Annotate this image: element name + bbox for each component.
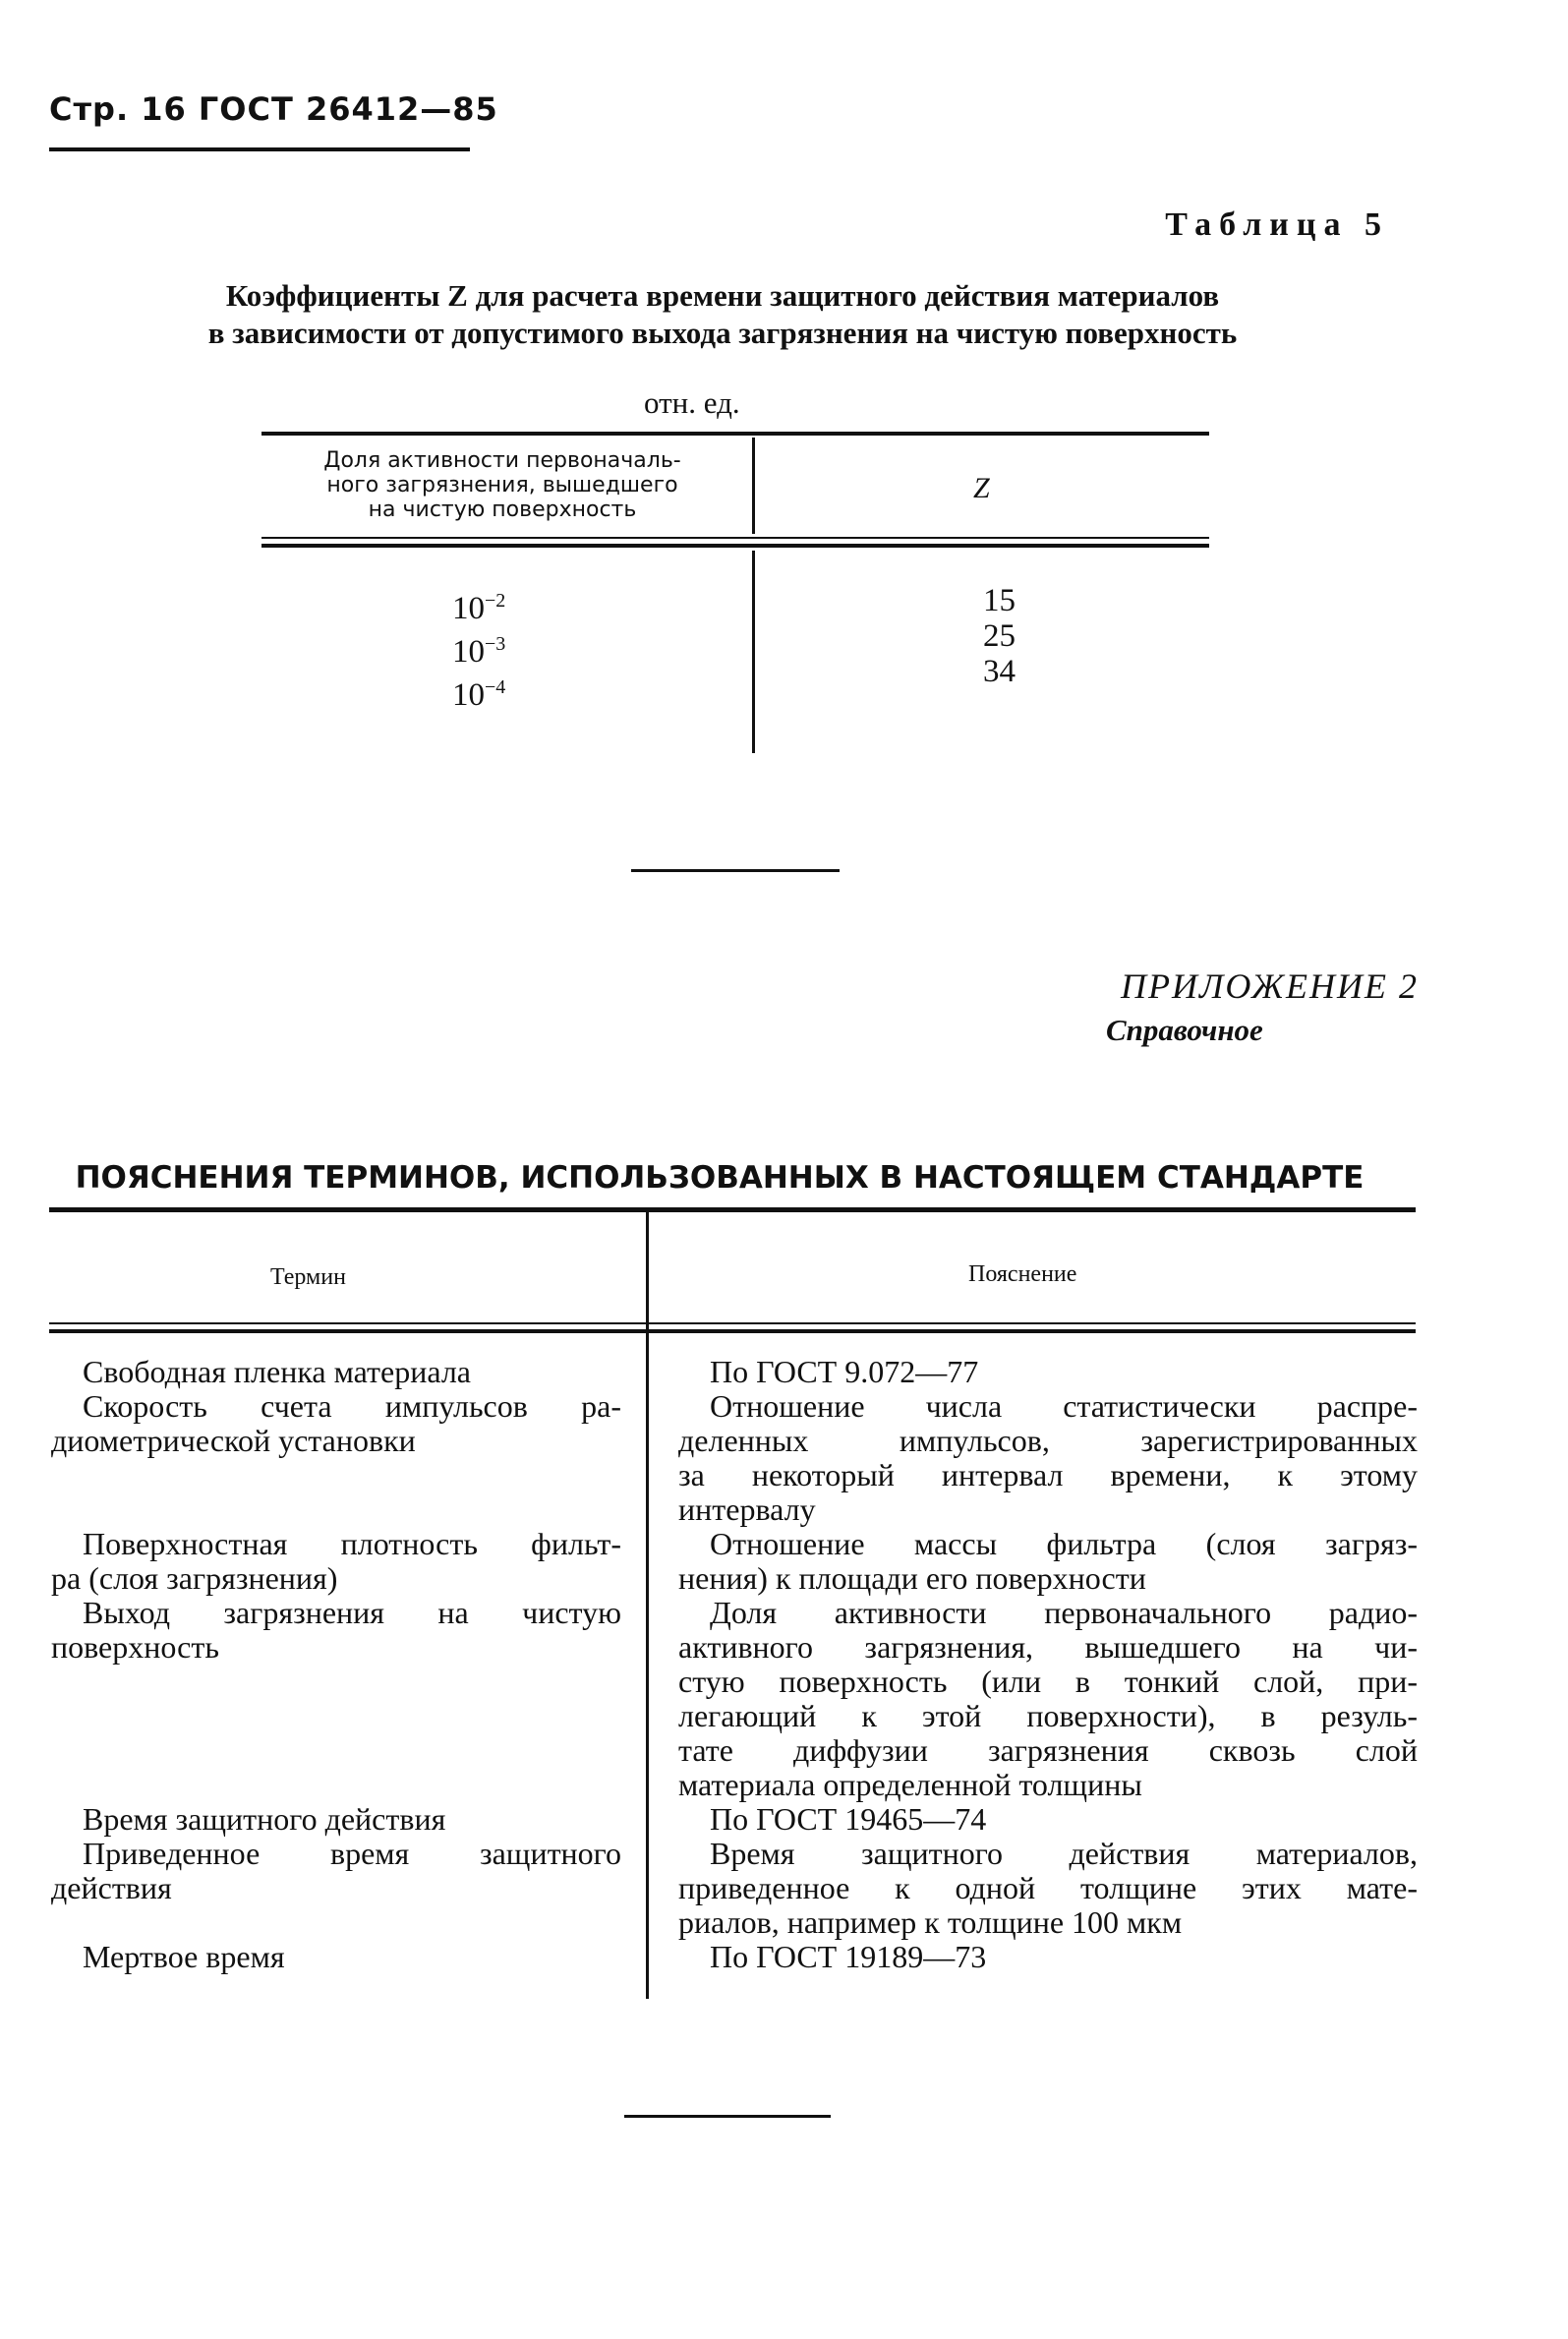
- explanation-line: Доля активности первоначального радио-: [710, 1595, 1418, 1630]
- section-divider: [624, 2115, 831, 2118]
- appendix-title: ПРИЛОЖЕНИЕ 2: [1121, 966, 1419, 1006]
- explanation-line: нения) к площади его поверхности: [678, 1560, 1146, 1596]
- term-line: Свободная пленка материала: [83, 1354, 471, 1389]
- terms-section-title: ПОЯСНЕНИЯ ТЕРМИНОВ, ИСПОЛЬЗОВАННЫХ В НАСТОЯЩЕМ СТАНДАРТЕ: [75, 1160, 1365, 1196]
- section-divider: [631, 869, 840, 872]
- page-header: Стр. 16 ГОСТ 26412—85: [49, 90, 498, 128]
- table-cell-z: 25: [983, 618, 1016, 654]
- explanation-item: [678, 1389, 1418, 1527]
- explanation-line: материала определенной толщины: [678, 1767, 1142, 1802]
- table-header-z: Z: [973, 472, 990, 504]
- table-header-line: Доля активности первоначаль-: [323, 448, 681, 473]
- term-item: [51, 1389, 621, 1458]
- table-header-share: [261, 448, 743, 522]
- terms-rule-header-thin: [49, 1322, 1416, 1324]
- table-rule-header-thick: [261, 544, 1209, 548]
- table-z-column: [983, 583, 1016, 689]
- explanation-item: [678, 1596, 1418, 1802]
- header-rule: [49, 147, 470, 151]
- explanation-line: По ГОСТ 19465—74: [710, 1801, 987, 1837]
- term-line: Поверхностная плотность фильт-: [83, 1526, 621, 1561]
- explanation-line: интервалу: [678, 1491, 816, 1527]
- explanation-line: деленных импульсов, зарегистрированных: [678, 1423, 1418, 1458]
- units-label: отн. ед.: [644, 385, 740, 420]
- explanation-line: активного загрязнения, вышедшего на чи-: [678, 1629, 1418, 1665]
- table-label: Таблица 5: [1165, 206, 1389, 243]
- explanation-item: [678, 1837, 1418, 1940]
- term-line: Мертвое время: [83, 1939, 285, 1974]
- explanation-line: за некоторый интервал времени, к этому: [678, 1457, 1418, 1492]
- table-caption-line1: Коэффициенты Z для расчета времени защитного действия материалов: [225, 278, 1220, 313]
- terms-rule-top: [49, 1207, 1416, 1212]
- explanation-line: Отношение числа статистически распре-: [710, 1388, 1418, 1424]
- table-cell-z: 34: [983, 654, 1016, 689]
- term-line: Выход загрязнения на чистую: [83, 1595, 621, 1630]
- table-cell-share: $10^{-2}$: [452, 590, 506, 626]
- table-share-column: [452, 583, 505, 713]
- table-caption-line2: в зависимости от допустимого выхода загрязнения на чистую поверхность: [207, 316, 1238, 350]
- terms-header-term: Термин: [270, 1264, 346, 1290]
- term-line: поверхность: [51, 1629, 219, 1665]
- term-item: [51, 1940, 621, 1974]
- term-line: ра (слоя загрязнения): [51, 1560, 338, 1596]
- table-header-line: ного загрязнения, вышедшего: [326, 473, 678, 497]
- term-line: действия: [51, 1870, 172, 1905]
- explanation-item: [678, 1527, 1418, 1596]
- terms-rule-header-thick: [49, 1329, 1416, 1333]
- explanation-line: Отношение массы фильтра (слоя загряз-: [710, 1526, 1418, 1561]
- explanation-item: [678, 1802, 1418, 1837]
- table-rule-top: [261, 432, 1209, 436]
- term-line: Скорость счета импульсов ра-: [83, 1388, 621, 1424]
- explanation-line: По ГОСТ 19189—73: [710, 1939, 987, 1974]
- explanation-line: стую поверхность (или в тонкий слой, при-: [678, 1664, 1418, 1699]
- appendix-subtitle: Справочное: [1106, 1013, 1263, 1047]
- explanation-line: риалов, например к толщине 100 мкм: [678, 1904, 1183, 1940]
- explanation-line: Время защитного действия материалов,: [710, 1836, 1418, 1871]
- term-item: [51, 1355, 621, 1389]
- table-cell-share: $10^{-4}$: [452, 676, 506, 713]
- explanation-line: тате диффузии загрязнения сквозь слой: [678, 1732, 1418, 1768]
- table-caption: [69, 277, 1376, 352]
- table-cell-share: $10^{-3}$: [452, 633, 506, 670]
- table-header-line: на чистую поверхность: [368, 497, 637, 522]
- explanation-line: По ГОСТ 9.072—77: [710, 1354, 979, 1389]
- explanation-item: [678, 1940, 1418, 1974]
- explanation-item: [678, 1355, 1418, 1389]
- explanation-line: приведенное к одной толщине этих мате-: [678, 1870, 1418, 1905]
- term-line: Приведенное время защитного: [83, 1836, 621, 1871]
- explanation-line: легающий к этой поверхности), в резуль-: [678, 1698, 1418, 1733]
- term-line: диометрической установки: [51, 1423, 416, 1458]
- table-cell-z: 15: [983, 583, 1016, 618]
- term-item: [51, 1527, 621, 1596]
- table-column-divider: [752, 438, 755, 534]
- table-rule-header-thin: [261, 537, 1209, 539]
- term-line: Время защитного действия: [83, 1801, 446, 1837]
- term-item: [51, 1837, 621, 1905]
- table-column-divider: [752, 551, 755, 753]
- terms-header-explanation: Пояснение: [968, 1261, 1077, 1287]
- term-item: [51, 1596, 621, 1665]
- term-item: [51, 1802, 621, 1837]
